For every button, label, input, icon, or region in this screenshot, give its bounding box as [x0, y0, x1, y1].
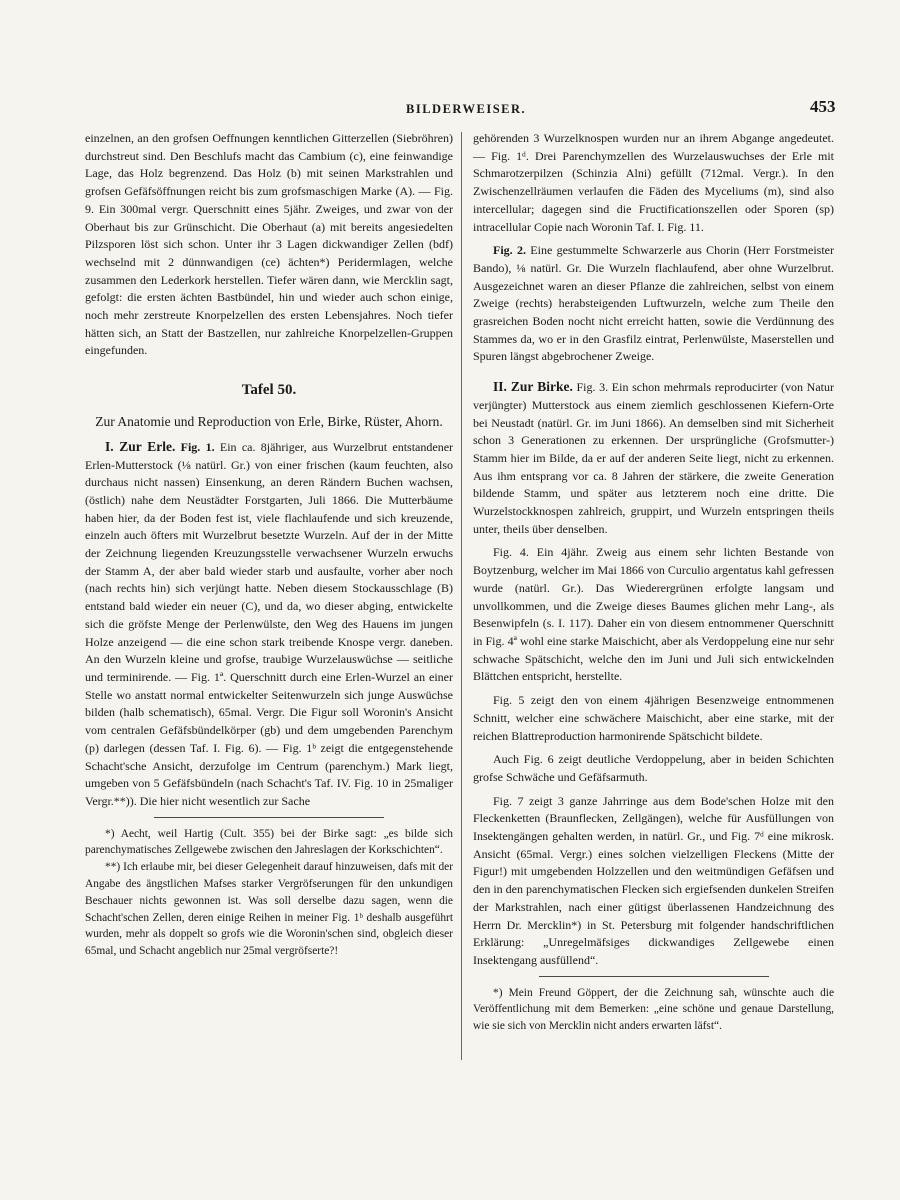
continuation-paragraph: gehörenden 3 Wurzelknospen wurden nur an ihrem Abgange angedeutet. — Fig. 1ᵈ. Drei Parenchymzellen des Wurzelauswuchses der Erle mit Schmarotzerpilzen (Schinzia Alni) gefüllt (712mal. Vergr.). In den Zwischenzellräumen verlaufen die Fäden des Myceliums (m), sind also intercellular; dagegen sind die Fructificationszellen oder Sporen (sp) intracellular Copie nach Woronin Taf. I. Fig. 11.: [473, 131, 834, 234]
section-head-birke: II. Zur Birke.: [493, 379, 573, 395]
footnote-rule-right: [539, 976, 769, 977]
column-divider: [461, 132, 462, 1060]
fig1-label: Fig. 1.: [180, 439, 215, 454]
tafel-subtitle: Zur Anatomie und Reproduction von Erle, Birke, Rüster, Ahorn.: [95, 413, 443, 429]
fig2-label: Fig. 2.: [493, 243, 526, 258]
erle-paragraph: Ein ca. 8jähriger, aus Wurzelbrut entstandener Erlen-Mutterstock (⅛ natürl. Gr.) von einer frischen (kaum feuchten, also durchaus nicht nassen) Einsenkung, an deren Rändern Buchen wachsen, (östlich) nahe dem Neustädter Forstgarten, Juli 1866. Die Mutterbäume haben hier, da der Boden fest ist, viele flachlaufende und sich kreuzende, einzeln auch öfters mit Wurzelbrut besetzte Wurzeln. Auf der in der Mitte der Zeichnung liegenden Kreuzungsstelle verwachsener Wurzeln erwuchs der Stamm A, der aber bald wieder starb und ausfaulte, vorher aber noch (nach rechts hin) sich verjüngt hatte. Neben diesem Stockausschlage (B) entstand bald wieder ein neuer (C), und da, wo dieser abging, entwickelte sich die gröfste Menge der Perlenwülste, den Weg des Hauens im jungen Holze anzeigend — die eine schon stark treibende Knospe vergr. daneben. An den Wurzeln kleine und grofse, traubige Wurzelauswüchse — seitliche und terminirende. — Fig. 1ª. Querschnitt durch eine Erlen-Wurzel an einer Stelle wo anstatt normal entwickelter Seitenwurzeln sich junge Auswüchse bilden (halb schematisch), 65mal. Vergr. Die Figur soll Woronin's Ansicht vom centralen Gefäfsbündelkörper (gb) und dem umgebenden Parenchym (p) darlegen (dessen Taf. I. Fig. 6). — Fig. 1ᵇ zeigt die entgegenstehende Schacht'sche Ansicht, derzufolge im Centrum (parenchym.) Mark liegt, umgeben von 5 Gefäfsbündeln (nach Schacht's Taf. IV. Fig. 10 in 25maliger Vergr.**)). Die hier nicht wesentlich zur Sache: [85, 439, 454, 808]
fig5-paragraph: Fig. 5 zeigt den von einem 4jährigen Besenzweige entnommenen Schnitt, welcher eine schwächere Maischicht, aber eine starke, mit der reichen Blattreproduction harmonirende Spätschicht bildete.: [473, 693, 834, 743]
running-title: BILDERWEISER.: [406, 102, 527, 116]
birke-section: [473, 378, 834, 538]
footnote-rule: [154, 817, 384, 818]
intro-paragraph: einzelnen, an den grofsen Oeffnungen kenntlichen Gitterzellen (Siebröhren) durchstreut sind. Den Beschlufs macht das Cambium (c), eine feinwandige Lage, das Holz begrenzend. Das Holz (b) mit seinen Markstrahlen und grofsen Gefäfsöffnungen reicht bis zum grofsmaschigen Marke (A). — Fig. 9. Ein 300mal vergr. Querschnitt eines 5jähr. Zweiges, und zwar von der Oberhaut bis zur Grünschicht. Die Oberhaut (a) mit bereits angesiedelten Pilzsporen löst sich schon. Unter ihr 3 Lagen dickwandiger Zellen (bdf) wechselnd mit 2 dünnwandigen (ce) ächten*) Peridermlagen, welche zusammen den Lederkork herstellen. Tiefer wären dann, wie Mercklin sagt, gefolgt: die ersten ächten Bastbündel, hin und wieder auch schon einige, noch mehr zerstreute Knorpelzellen des ersten Lebensjahres. Noch tiefer hätten sich, an Statt der Bastzellen, nur zahlreiche Knorpelzellen-Gruppen eingefunden.: [85, 131, 453, 358]
left-column: [85, 130, 453, 960]
page-number: 453: [810, 97, 836, 116]
tafel-title: Tafel 50.: [241, 382, 297, 399]
fig2-paragraph: Eine gestummelte Schwarzerle aus Chorin (Herr Forstmeister Bando), ⅛ natürl. Gr. Die Wurzeln flachlaufend, aber ohne Wurzelbrut. Ausgezeichnet waren an dieser Pflanze die zahlreichen, selbst von einem Zweige (rechts) herabsteigenden Luftwurzeln, welche zum Theile den grasreichen Boden nocht nicht erreicht hatten, sowie die Verdünnung des Stammes da, wo er in den Grasfilz eintrat, Perlenwülste, Maserstellen und Spuren längst abgebrochener Zweige.: [473, 243, 834, 364]
right-column: [473, 130, 834, 1035]
footnote-right: *) Mein Freund Göppert, der die Zeichnung sah, wünschte auch die Veröffentlichung mit dem Bemerken: „eine schöne und genaue Darstellung, wie sie sich von Mercklin nicht anders erwarten läfst“.: [473, 986, 834, 1033]
section-head-erle: I. Zur Erle.: [105, 438, 176, 454]
fig6-paragraph: Auch Fig. 6 zeigt deutliche Verdoppelung, aber in beiden Schichten grofse Schwäche und Gefäfsarmuth.: [473, 752, 834, 784]
fig4-paragraph: Fig. 4. Ein 4jähr. Zweig aus einem sehr lichten Bestande von Boytzenburg, welcher im Mai 1866 von Curculio argentatus kahl gefressen wurde (natürl. Gr.). Das Wiederergrünen erfolgte langsam und unvollkommen, und die Zweige dieses Baumes glichen mehr Lang-, als Besenwipfeln (s. I. 117). Daher ein von diesem entnommener Querschnitt in Fig. 4ª wohl eine starke Maischicht, aber als Verdoppelung eine nur sehr schwache Spätschicht, welche den im Juni und Juli sich entwickelnden Blättchen entspricht, herstellte.: [473, 545, 834, 684]
fig2-section: [473, 242, 834, 366]
footnote-1: *) Aecht, weil Hartig (Cult. 355) bei der Birke sagt: „es bilde sich parenchymatisches Zellgewebe zwischen den Jahreslagen der Korkschichten“.: [85, 827, 453, 857]
footnote-2: **) Ich erlaube mir, bei dieser Gelegenheit darauf hinzuweisen, dafs mit der Angabe des ängstlichen Mafses starker Vergröfserungen für den unkundigen Beschauer nichts gewonnen ist. Was soll derselbe dazu sagen, wenn die Schacht'schen Zellen, deren einige Reihen in meiner Fig. 1ᵇ deshalb ausgeführt wurden, mehr als doppelt so grofs wie die Woronin'schen sind, obgleich dieser 65mal, und Schacht angeblich nur 25mal vergröfserte?!: [85, 861, 453, 958]
birke-paragraph: Fig. 3. Ein schon mehrmals reproducirter (von Natur verjüngter) Mutterstock aus einem ziemlich geschlossenen Kiefern-Orte bei Neustadt (natürl. Gr. im Juni 1866). An demselben sind mit Sicherheit schon 3 Generationen zu erkennen. Der ursprüngliche (Grofsmutter-) Stamm hier im Bilde, da er auf der anderen Seite liegt, nicht zu erkennen. Aus ihm entsprang vor ca. 8 Jahren der stärkere, die zweite Generation bildende Stamm, und später aus letzterem noch eine dritte. Die Wurzelstockknospen zahlreich, gruppirt, und Wurzeln entspringen theils unter, theils über denselben.: [473, 380, 835, 536]
fig7-paragraph: Fig. 7 zeigt 3 ganze Jahrringe aus dem Bode'schen Holze mit den Fleckenketten (Braunflecken, Zellgängen), welche für Ausfüllungen von Insektengängen gehalten werden, in natürl. Gr., und Fig. 7ᵈ eine mikrosk. Ansicht (65mal. Vergr.) eines solchen vielzelligen Fleckens (Mitte der Figur!) mit umgebenden Holzzellen und den weitmündigen Gefäfsen und den in den parenchymatischen Flecken sich ergiefsenden dunkelen Streifen der Markstrahlen, nach einer gütigst überlassenen Handzeichnung des Herrn Dr. Mercklin*) in St. Petersburg mit folgender handschriftlichen Erklärung: „Unregelmäfsiges dickwandiges Zellgewebe einen Insektengang ausfüllend“.: [473, 793, 834, 967]
erle-section: [85, 438, 453, 811]
